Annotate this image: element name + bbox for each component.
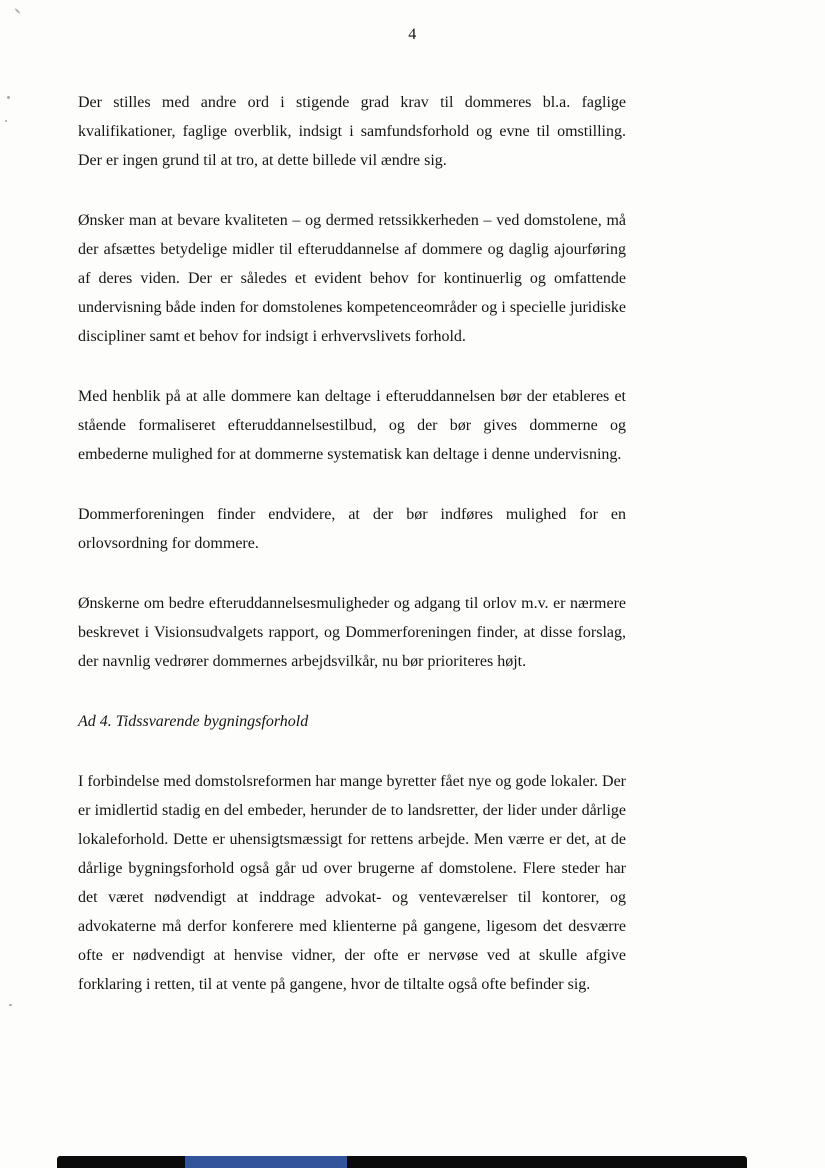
paragraph-6: I forbindelse med domstolsreformen har mange byretter fået nye og gode lokaler. Der er imidlertid stadig en del embeder, herunder de to landsretter, der lider under dårlige lokaleforhold. Dette er uhensigtsmæssigt for rettens arbejde. Men værre er det, at de dårlige bygningsforhold også går ud over brugerne af domstolene. Flere steder har det været nødvendigt at inddrage advokat- og venteværelser til kontorer, og advokaterne må derfor konferere med klienterne på gangene, ligesom det desværre ofte er nødvendigt at henvise vidner, der ofte er nervøse ved at skulle afgive forklaring i retten, til at vente på gangene, hvor de tiltalte også ofte befinder sig. xyxy=(78,773,626,993)
paragraph-2: Ønsker man at bevare kvaliteten – og dermed retssikkerheden – ved domstolene, må der afsættes betydelige midler til efteruddannelse af dommere og daglig ajourføring af deres viden. Der er således et evident behov for kontinuerlig og omfattende undervisning både inden for domstolenes kompetenceområder og i specielle juridiske discipliner samt et behov for indsigt i erhvervslivets forhold. xyxy=(78,212,626,345)
document-body xyxy=(78,88,626,1030)
page-number: 4 xyxy=(408,26,417,43)
scan-noise-speck xyxy=(7,96,10,99)
section-heading: Ad 4. Tidssvarende bygningsforhold xyxy=(78,713,309,730)
scan-noise-speck xyxy=(5,120,7,122)
paragraph-5: Ønskerne om bedre efteruddannelsesmuligheder og adgang til orlov m.v. er nærmere beskrevet i Visionsudvalgets rapport, og Dommerforeningen finder, at disse forslag, der navnlig vedrører dommernes arbejdsvilkår, nu bør prioriteres højt. xyxy=(78,595,626,670)
paragraph-1: Der stilles med andre ord i stigende grad krav til dommeres bl.a. faglige kvalifikationer, faglige overblik, indsigt i samfundsforhold og evne til omstilling. Der er ingen grund til at tro, at dette billede vil ændre sig. xyxy=(78,94,626,169)
scan-noise-speck xyxy=(9,1004,12,1006)
scan-edge-blue-segment xyxy=(185,1156,347,1168)
scan-edge-artifact xyxy=(57,1156,747,1168)
scan-noise-speck xyxy=(14,8,20,14)
paragraph-3: Med henblik på at alle dommere kan deltage i efteruddannelsen bør der etableres et stående formaliseret efteruddannelsestilbud, og der bør gives dommerne og embederne mulighed for at dommerne systematisk kan deltage i denne undervisning. xyxy=(78,388,626,463)
paragraph-4: Dommerforeningen finder endvidere, at der bør indføres mulighed for en orlovsordning for dommere. xyxy=(78,506,626,552)
